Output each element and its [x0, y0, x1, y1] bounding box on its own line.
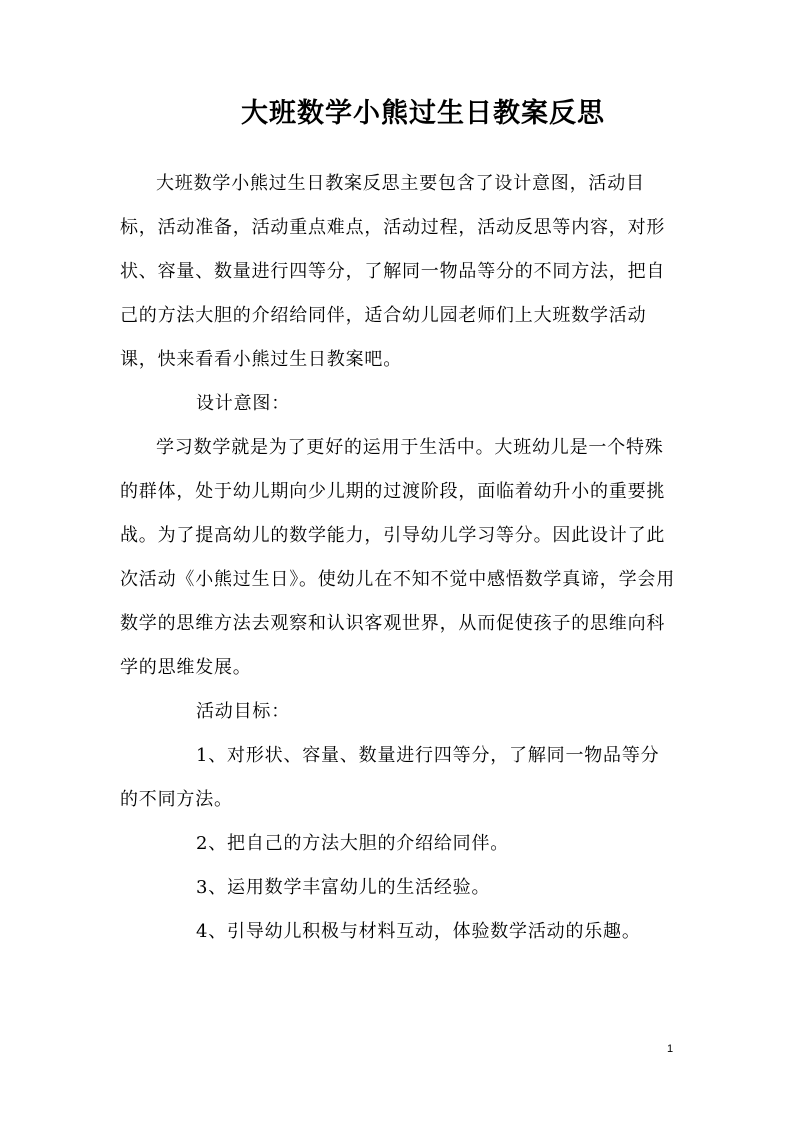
document-title: 大班数学小熊过生日教案反思 [241, 98, 605, 129]
page-number: 1 [667, 1043, 674, 1055]
design-intent-heading: 设计意图： [196, 393, 290, 414]
intro-paragraph: 大班数学小熊过生日教案反思主要包含了设计意图，活动目标，活动准备，活动重点难点，活动过程，活动反思等内容，对形状、容量、数量进行四等分，了解同一物品等分的不同方法，把自己的方法大胆的介绍给同伴，适合幼儿园老师们上大班数学活动课，快来看看小熊过生日教案吧。 [120, 173, 666, 370]
goal-item-2: 2、把自己的方法大胆的介绍给同伴。 [196, 833, 510, 854]
document-body [120, 162, 676, 954]
design-intent-paragraph: 学习数学就是为了更好的运用于生活中。大班幼儿是一个特殊的群体，处于幼儿期向少儿期的过渡阶段，面临着幼升小的重要挑战。为了提高幼儿的数学能力，引导幼儿学习等分。因此设计了此次活动《小熊过生日》。使幼儿在不知不觉中感悟数学真谛，学会用数学的思维方法去观察和认识客观世界，从而促使孩子的思维向科学的思维发展。 [120, 437, 675, 678]
goal-item-1: 1、对形状、容量、数量进行四等分，了解同一物品等分的不同方法。 [120, 745, 660, 810]
goal-item-3: 3、运用数学丰富幼儿的生活经验。 [196, 877, 491, 898]
activity-goals-heading: 活动目标： [196, 701, 290, 722]
goal-item-4: 4、引导幼儿积极与材料互动，体验数学活动的乐趣。 [196, 921, 641, 942]
